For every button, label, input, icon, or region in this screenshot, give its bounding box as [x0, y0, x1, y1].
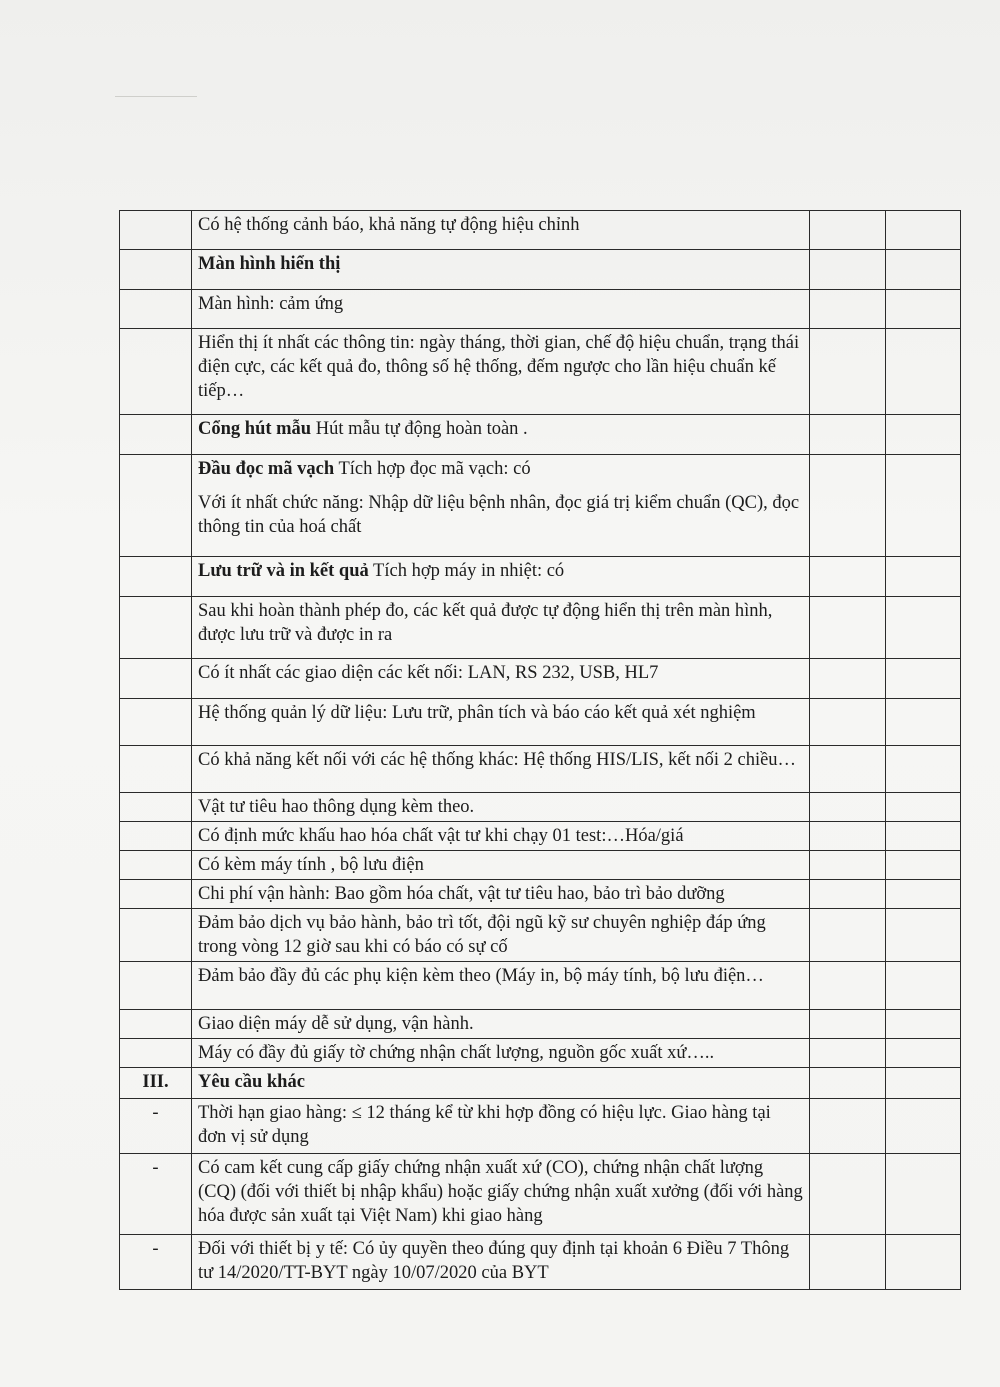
empty-cell — [810, 250, 886, 290]
empty-cell — [886, 659, 961, 699]
empty-cell — [810, 699, 886, 746]
empty-cell — [886, 1235, 961, 1290]
table-row — [120, 822, 961, 851]
empty-cell — [886, 699, 961, 746]
row-index — [120, 699, 192, 746]
row-index — [120, 415, 192, 455]
empty-cell — [886, 211, 961, 250]
empty-cell — [810, 1235, 886, 1290]
row-text — [192, 909, 810, 962]
row-text-line: Tích hợp máy in nhiệt: có — [368, 561, 565, 581]
row-index — [120, 851, 192, 880]
empty-cell — [810, 851, 886, 880]
table-row — [120, 909, 961, 962]
row-text — [192, 746, 810, 793]
empty-cell — [886, 557, 961, 597]
table-row — [120, 1235, 961, 1290]
paragraph-gap — [198, 481, 803, 491]
row-text — [192, 1235, 810, 1290]
row-text — [192, 415, 810, 455]
empty-cell — [810, 1154, 886, 1235]
table-row — [120, 880, 961, 909]
row-text — [192, 1039, 810, 1068]
row-index — [120, 250, 192, 290]
row-text — [192, 962, 810, 1010]
empty-cell — [810, 329, 886, 415]
empty-cell — [810, 211, 886, 250]
row-text-line: Vật tư tiêu hao thông dụng kèm theo. — [198, 797, 475, 817]
empty-cell — [810, 1068, 886, 1099]
empty-cell — [810, 557, 886, 597]
empty-cell — [886, 415, 961, 455]
row-text — [192, 851, 810, 880]
row-text — [192, 250, 810, 290]
row-text-line: Máy có đầy đủ giấy tờ chứng nhận chất lượng, nguồn gốc xuất xứ….. — [198, 1043, 715, 1063]
empty-cell — [886, 822, 961, 851]
table-row — [120, 851, 961, 880]
table-row — [120, 746, 961, 793]
empty-cell — [810, 880, 886, 909]
empty-cell — [810, 597, 886, 659]
row-text — [192, 1099, 810, 1154]
row-text-line: Có định mức khấu hao hóa chất vật tư khi chạy 01 test:…Hóa/giá — [198, 826, 684, 846]
table-row — [120, 659, 961, 699]
row-text — [192, 699, 810, 746]
empty-cell — [810, 415, 886, 455]
empty-cell — [810, 822, 886, 851]
row-text-line: Đảm bảo đầy đủ các phụ kiện kèm theo (Máy in, bộ máy tính, bộ lưu điện… — [198, 966, 764, 986]
row-index — [120, 1010, 192, 1039]
row-index — [120, 290, 192, 329]
empty-cell — [886, 909, 961, 962]
row-text-line: Màn hình: cảm ứng — [198, 294, 344, 314]
table-row — [120, 1099, 961, 1154]
row-index — [120, 880, 192, 909]
empty-cell — [886, 597, 961, 659]
row-text — [192, 659, 810, 699]
row-text — [192, 1010, 810, 1039]
specification-table — [119, 210, 961, 1290]
empty-cell — [886, 880, 961, 909]
row-text — [192, 211, 810, 250]
table-row — [120, 699, 961, 746]
empty-cell — [810, 1099, 886, 1154]
row-text-line: Có ít nhất các giao diện các kết nối: LAN, RS 232, USB, HL7 — [198, 663, 659, 683]
empty-cell — [810, 290, 886, 329]
table-row — [120, 1039, 961, 1068]
row-text-line: Sau khi hoàn thành phép đo, các kết quả được tự động hiển thị trên màn hình, được lưu trữ và được in ra — [198, 601, 773, 645]
row-text-line: Có cam kết cung cấp giấy chứng nhận xuất xứ (CO), chứng nhận chất lượng (CQ) (đối với thiết bị nhập khẩu) hoặc giấy chứng nhận xuất xưởng (đối với hàng hóa được sản xuất tại Việt Nam) khi giao hàng — [198, 1158, 803, 1226]
row-text — [192, 1068, 810, 1099]
specification-table-body — [120, 211, 961, 1290]
empty-cell — [886, 329, 961, 415]
empty-cell — [886, 250, 961, 290]
empty-cell — [886, 455, 961, 557]
row-text-line: Chi phí vận hành: Bao gồm hóa chất, vật tư tiêu hao, bảo trì bảo dưỡng — [198, 884, 725, 904]
row-text-line: Thời hạn giao hàng: ≤ 12 tháng kể từ khi hợp đồng có hiệu lực. Giao hàng tại đơn vị sử dụng — [198, 1103, 771, 1147]
row-text-line: Có kèm máy tính , bộ lưu điện — [198, 855, 424, 875]
row-text-line: Giao diện máy dễ sử dụng, vận hành. — [198, 1014, 474, 1034]
row-text — [192, 1154, 810, 1235]
empty-cell — [886, 290, 961, 329]
empty-cell — [810, 793, 886, 822]
row-text — [192, 329, 810, 415]
table-row — [120, 290, 961, 329]
table-row — [120, 1010, 961, 1039]
row-index — [120, 1039, 192, 1068]
row-index — [120, 211, 192, 250]
row-index — [120, 746, 192, 793]
empty-cell — [886, 793, 961, 822]
empty-cell — [886, 1154, 961, 1235]
row-text-line: Hiển thị ít nhất các thông tin: ngày tháng, thời gian, chế độ hiệu chuẩn, trạng thái điện cực, các kết quả đo, thông số hệ thống, đếm ngược cho lần hiệu chuẩn kế tiếp… — [198, 333, 800, 401]
table-row — [120, 597, 961, 659]
row-index — [120, 659, 192, 699]
row-text-line — [198, 457, 803, 481]
row-index — [120, 329, 192, 415]
row-text — [192, 793, 810, 822]
empty-cell — [810, 909, 886, 962]
section-heading: Đầu đọc mã vạch — [198, 459, 335, 479]
row-text — [192, 290, 810, 329]
empty-cell — [886, 1099, 961, 1154]
empty-cell — [810, 659, 886, 699]
table-row — [120, 557, 961, 597]
row-text — [192, 597, 810, 659]
table-row — [120, 415, 961, 455]
empty-cell — [810, 746, 886, 793]
faint-header-mark — [115, 96, 197, 97]
empty-cell — [886, 851, 961, 880]
row-index — [120, 793, 192, 822]
row-text — [192, 557, 810, 597]
table-row — [120, 211, 961, 250]
row-index: - — [120, 1154, 192, 1235]
row-index — [120, 909, 192, 962]
row-text-line: Với ít nhất chức năng: Nhập dữ liệu bệnh nhân, đọc giá trị kiểm chuẩn (QC), đọc thông tin của hoá chất — [198, 493, 800, 537]
empty-cell — [810, 962, 886, 1010]
row-text — [192, 455, 810, 557]
table-row — [120, 962, 961, 1010]
row-text-line: Hệ thống quản lý dữ liệu: Lưu trữ, phân tích và báo cáo kết quả xét nghiệm — [198, 703, 756, 723]
section-heading: Cổng hút mẫu — [198, 419, 312, 439]
section-heading: Màn hình hiển thị — [198, 254, 341, 274]
empty-cell — [886, 1068, 961, 1099]
empty-cell — [810, 1010, 886, 1039]
row-index — [120, 455, 192, 557]
table-row — [120, 329, 961, 415]
row-text-line: Đảm bảo dịch vụ bảo hành, bảo trì tốt, đội ngũ kỹ sư chuyên nghiệp đáp ứng trong vòng 12 giờ sau khi có báo có sự cố — [198, 913, 766, 957]
empty-cell — [886, 746, 961, 793]
row-text-line: Có khả năng kết nối với các hệ thống khác: Hệ thống HIS/LIS, kết nối 2 chiều… — [198, 750, 797, 770]
row-text-line: Hút mẫu tự động hoàn toàn . — [311, 419, 528, 439]
row-text-inline: Tích hợp đọc mã vạch: có — [334, 459, 531, 479]
row-index: - — [120, 1099, 192, 1154]
empty-cell — [810, 1039, 886, 1068]
table-row — [120, 793, 961, 822]
empty-cell — [886, 1010, 961, 1039]
table-row — [120, 1154, 961, 1235]
row-index — [120, 962, 192, 1010]
empty-cell — [886, 962, 961, 1010]
empty-cell — [810, 455, 886, 557]
row-text-line: Có hệ thống cảnh báo, khả năng tự động hiệu chỉnh — [198, 215, 580, 235]
row-index — [120, 557, 192, 597]
row-index — [120, 597, 192, 659]
row-text — [192, 880, 810, 909]
empty-cell — [886, 1039, 961, 1068]
section-number: III. — [120, 1068, 192, 1099]
row-text — [192, 822, 810, 851]
row-text-line: Đối với thiết bị y tế: Có ủy quyền theo đúng quy định tại khoản 6 Điều 7 Thông tư 14/2020/TT-BYT ngày 10/07/2020 của BYT — [198, 1239, 790, 1283]
section-heading: Yêu cầu khác — [198, 1072, 305, 1092]
table-row — [120, 1068, 961, 1099]
table-row — [120, 455, 961, 557]
section-heading: Lưu trữ và in kết quả — [198, 561, 369, 581]
row-index: - — [120, 1235, 192, 1290]
table-row — [120, 250, 961, 290]
row-index — [120, 822, 192, 851]
